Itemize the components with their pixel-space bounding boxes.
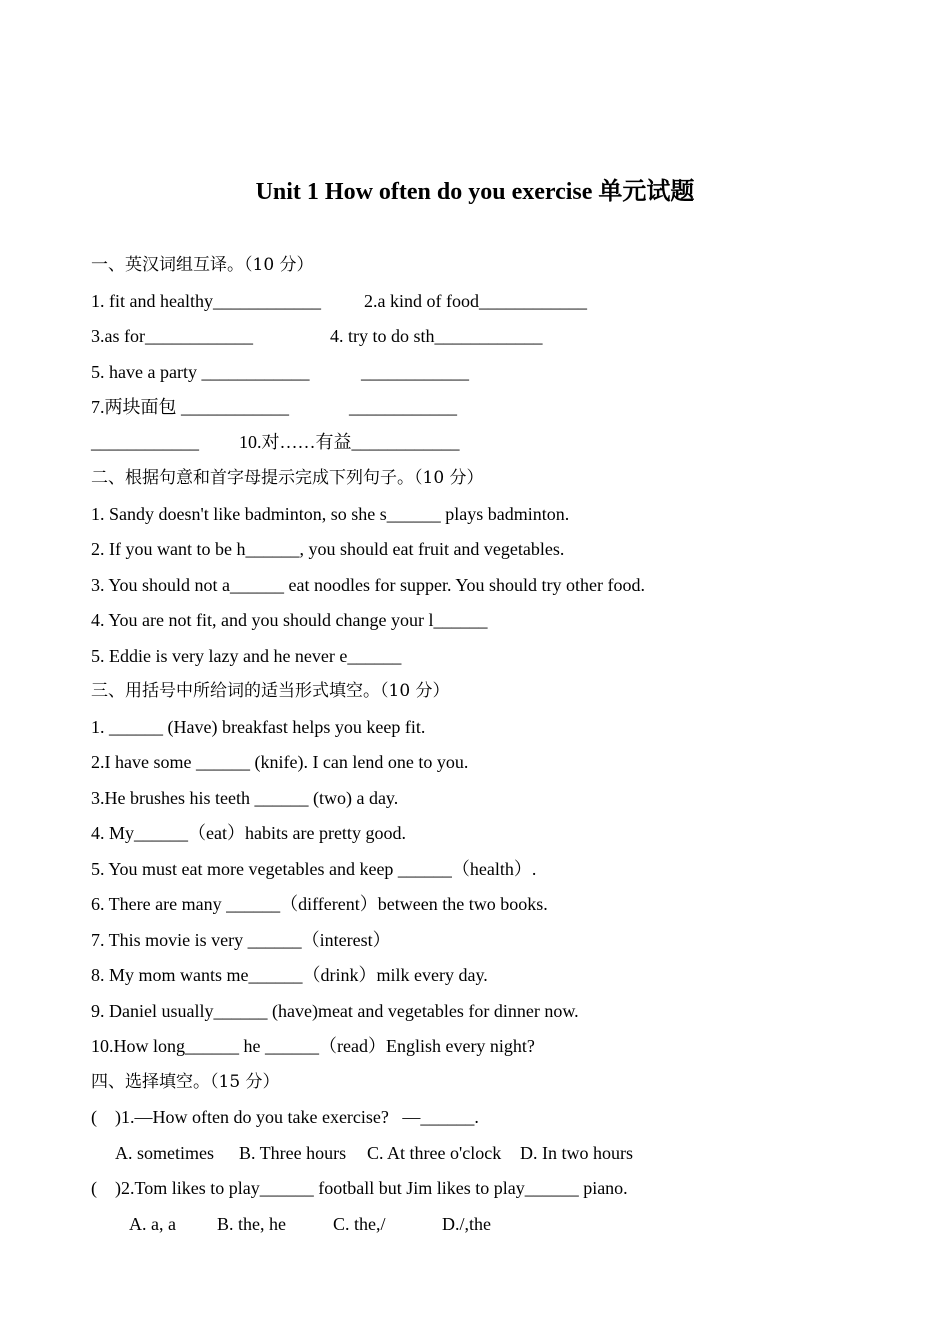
mc-option-2c: C. the,/: [333, 1214, 386, 1234]
sentence-item: 2. If you want to be h______, you should eat fruit and vegetables.: [91, 539, 565, 559]
mc-option-2a: A. a, a: [129, 1214, 176, 1234]
word-form-item: 9. Daniel usually______ (have)meat and vegetables for dinner now.: [91, 1001, 579, 1021]
mc-option-1a: A. sometimes: [115, 1143, 214, 1163]
sentence-item: 4. You are not fit, and you should change your l______: [91, 610, 488, 630]
section-1-heading: 一、英汉词组互译。（10 分）: [91, 255, 314, 275]
word-form-item: 1. ______ (Have) breakfast helps you keep fit.: [91, 717, 426, 737]
vocab-item-4: 4. try to do sth____________: [330, 326, 543, 346]
mc-option-1b: B. Three hours: [239, 1143, 347, 1163]
word-form-item: 6. There are many ______（different）between the two books.: [91, 894, 548, 914]
mc-option-2d: D./,the: [442, 1214, 491, 1234]
sentence-item: 3. You should not a______ eat noodles for supper. You should try other food.: [91, 575, 645, 595]
vocab-item-7: 7.两块面包 ____________: [91, 397, 289, 417]
mc-option-2b: B. the, he: [217, 1214, 286, 1234]
word-form-item: 4. My______（eat）habits are pretty good.: [91, 823, 406, 843]
mc-option-1d: D. In two hours: [520, 1143, 633, 1163]
word-form-item: 8. My mom wants me______（drink）milk every day.: [91, 965, 488, 985]
mc-question-2: ( )2.Tom likes to play______ football but Jim likes to play______ piano.: [91, 1178, 628, 1198]
word-form-item: 5. You must eat more vegetables and keep ______（health）.: [91, 859, 537, 879]
vocab-item-8: ____________: [349, 397, 457, 417]
mc-question-1: ( )1.—How often do you take exercise? —______.: [91, 1107, 479, 1127]
vocab-item-6: ____________: [361, 362, 469, 382]
word-form-item: 7. This movie is very ______（interest）: [91, 930, 391, 950]
section-4-heading: 四、选择填空。（15 分）: [91, 1072, 280, 1092]
word-form-item: 3.He brushes his teeth ______ (two) a day.: [91, 788, 399, 808]
page-title: Unit 1 How often do you exercise 单元试题: [255, 179, 695, 205]
word-form-item: 2.I have some ______ (knife). I can lend one to you.: [91, 752, 469, 772]
vocab-item-5: 5. have a party ____________: [91, 362, 310, 382]
sentence-item: 5. Eddie is very lazy and he never e______: [91, 646, 402, 666]
mc-option-1c: C. At three o'clock: [367, 1143, 502, 1163]
vocab-item-1: 1. fit and healthy____________: [91, 291, 321, 311]
vocab-item-9: ____________: [91, 432, 199, 452]
vocab-item-10: 10.对……有益____________: [239, 432, 460, 452]
section-2-heading: 二、根据句意和首字母提示完成下列句子。（10 分）: [91, 468, 484, 488]
word-form-item: 10.How long______ he ______（read）English every night?: [91, 1036, 535, 1056]
sentence-item: 1. Sandy doesn't like badminton, so she s______ plays badminton.: [91, 504, 570, 524]
section-3-heading: 三、用括号中所给词的适当形式填空。（10 分）: [91, 681, 450, 701]
vocab-item-2: 2.a kind of food____________: [364, 291, 587, 311]
vocab-item-3: 3.as for____________: [91, 326, 253, 346]
